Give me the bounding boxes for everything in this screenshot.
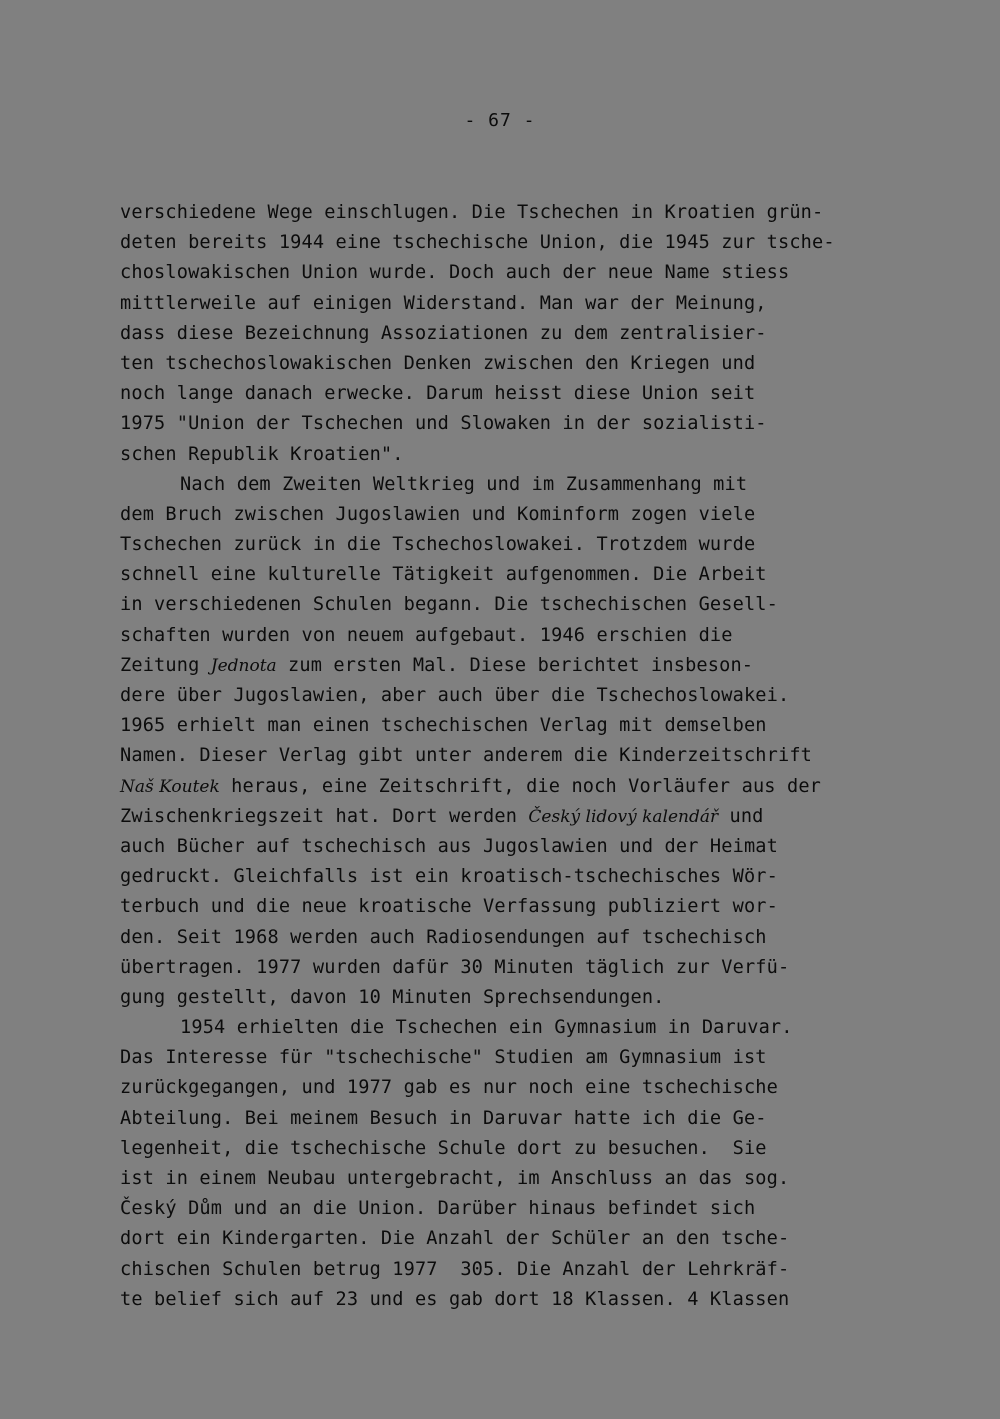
text-line: dere über Jugoslawien, aber auch über die Tschechoslowakei.	[120, 685, 790, 706]
text-line: schnell eine kulturelle Tätigkeit aufgenommen. Die Arbeit	[120, 564, 767, 586]
text-line: zurückgegangen, und 1977 gab es nur noch eine tschechische	[120, 1077, 778, 1099]
text-line: 1975 "Union der Tschechen und Slowaken in der sozialisti-	[120, 413, 767, 435]
text-line: chischen Schulen betrug 1977 305. Die Anzahl der Lehrkräf-	[120, 1258, 790, 1280]
text-line: terbuch und die neue kroatische Verfassung publiziert wor-	[120, 896, 778, 918]
text-line: Das Interesse für "tschechische" Studien am Gymnasium ist	[120, 1047, 767, 1069]
text-line: 1965 erhielt man einen tschechischen Verlag mit demselben	[120, 715, 767, 737]
text-line: dass diese Bezeichnung Assoziationen zu dem zentralisier-	[120, 322, 767, 344]
calendar-title: Český lidový kalendář	[528, 806, 719, 827]
text-line: dort ein Kindergarten. Die Anzahl der Schüler an den tsche-	[120, 1228, 790, 1250]
text-line: schen Republik Kroatien".	[120, 443, 404, 465]
newspaper-title-jednota: Jednota	[210, 655, 277, 676]
text-line: Zwischenkriegszeit hat. Dort werden Český lidový kalendář und	[120, 805, 764, 827]
text-line: in verschiedenen Schulen begann. Die tschechischen Gesell-	[120, 594, 778, 616]
text-line: Namen. Dieser Verlag gibt unter anderem die Kinderzeitschrift	[120, 745, 813, 767]
text-line: Český Dům und an die Union. Darüber hinaus befindet sich	[120, 1198, 756, 1220]
text-line: Tschechen zurück in die Tschechoslowakei. Trotzdem wurde	[120, 534, 756, 556]
text-line: deten bereits 1944 eine tschechische Union, die 1945 zur tsche-	[120, 232, 835, 254]
page-number: - 67 -	[464, 110, 536, 131]
text-line: verschiedene Wege einschlugen. Die Tschechen in Kroatien grün-	[120, 202, 824, 223]
text-line: mittlerweile auf einigen Widerstand. Man war der Meinung,	[120, 292, 767, 314]
text-line: gung gestellt, davon 10 Minuten Sprechsendungen.	[120, 986, 665, 1008]
paragraph-start-line: 1954 erhielten die Tschechen ein Gymnasium in Daruvar.	[180, 1017, 793, 1039]
text-line: den. Seit 1968 werden auch Radiosendungen auf tschechisch	[120, 926, 767, 948]
magazine-title-nas-koutek: Naš Koutek	[120, 776, 220, 797]
text-line: Abteilung. Bei meinem Besuch in Daruvar hatte ich die Ge-	[120, 1107, 767, 1129]
text-line: noch lange danach erwecke. Darum heisst diese Union seit	[120, 383, 756, 405]
text-line: ten tschechoslowakischen Denken zwischen den Kriegen und	[120, 352, 756, 374]
text-line: dem Bruch zwischen Jugoslawien und Kominform zogen viele	[120, 503, 756, 525]
text-line: gedruckt. Gleichfalls ist ein kroatisch-tschechisches Wör-	[120, 866, 778, 888]
text-line: schaften wurden von neuem aufgebaut. 1946 erschien die	[120, 624, 733, 646]
text-line: übertragen. 1977 wurden dafür 30 Minuten täglich zur Verfü-	[120, 956, 790, 978]
text-line: te belief sich auf 23 und es gab dort 18 Klassen. 4 Klassen	[120, 1288, 790, 1310]
text-line: Zeitung Jednota zum ersten Mal. Diese berichtet insbeson-	[120, 654, 754, 676]
text-line: ist in einem Neubau untergebracht, im Anschluss an das sog.	[120, 1168, 790, 1189]
text-line: choslowakischen Union wurde. Doch auch der neue Name stiess	[120, 262, 790, 284]
body-text	[120, 198, 910, 1315]
paragraph-start-line: Nach dem Zweiten Weltkrieg und im Zusammenhang mit	[180, 473, 748, 495]
text-line: Naš Koutek heraus, eine Zeitschrift, die noch Vorläufer aus der	[120, 775, 822, 797]
text-line: legenheit, die tschechische Schule dort zu besuchen. Sie	[120, 1137, 767, 1159]
text-line: auch Bücher auf tschechisch aus Jugoslawien und der Heimat	[120, 835, 778, 857]
